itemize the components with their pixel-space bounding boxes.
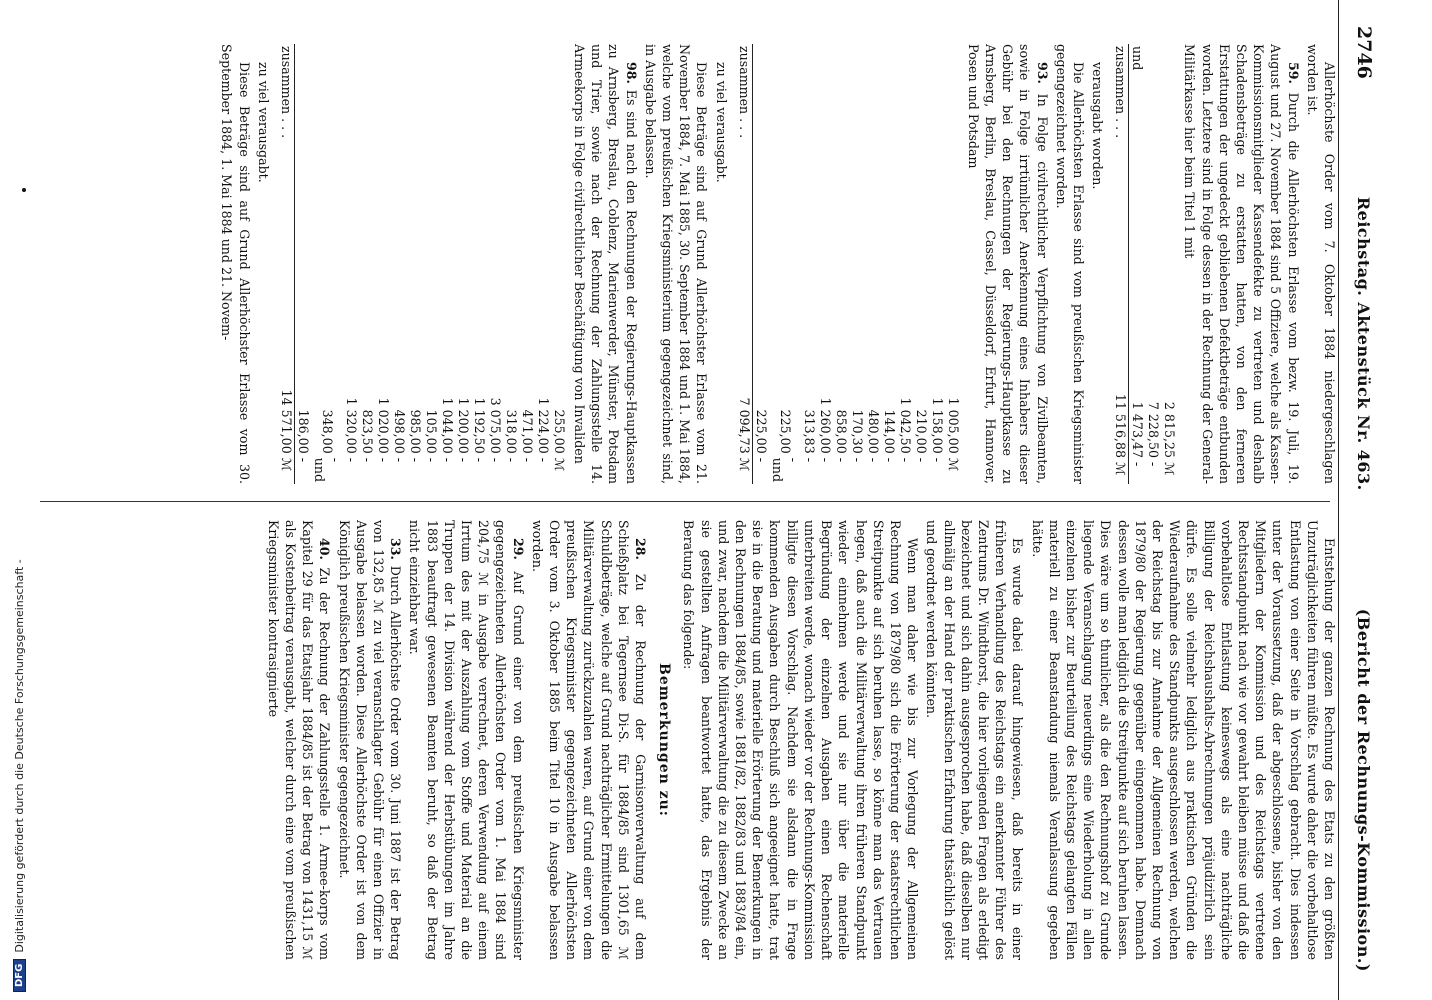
remark-number: 28. (633, 538, 649, 560)
remark-text: Es sind nach den Rechnungen der Regierungs-Hauptkassen zu Arnsberg, Breslau, Coblenz, Marienwerder, Münster, Potsdam und Trier, sowie nach der Rechnung der Zahlungsstelle 14. Armeekorps in Folge civilrechtlicher Beschäftigung von Invaliden (571, 44, 639, 484)
remark-text: Auf Grund einer von dem preußischen Kriegsminister gegengezeichneten Allerhöchsten Order vom 1. Mai 1884 sind 204,75 ℳ in Ausgabe verrechnet, deren Verwendung auf einem Irrtum des mit der Auszahlung vom Stoffe und Material an die Truppen der 14. Division während der Herbstübungen im Jahre 1883 beauftragt gewesenen Beamten beruht, so daß der Betrag nicht einziehbar war. (407, 520, 526, 960)
right-column (38, 44, 1338, 484)
amount-prefix (881, 44, 897, 342)
amount-unit: - (359, 457, 375, 462)
speck (22, 188, 26, 192)
amount-unit: - (1130, 462, 1146, 467)
amount-unit: - (849, 457, 865, 462)
amount-unit: ℳ (945, 457, 961, 472)
dfg-logo: DFG (13, 959, 26, 992)
amount-prefix (1161, 44, 1177, 346)
amount-prefix (913, 44, 929, 342)
remark-number: 29. (510, 538, 526, 560)
amount-prefix (294, 44, 311, 342)
paragraph: Diese Beträge sind auf Grund Allerhöchster Erlasse vom 21. November 1884, 7. Mai 1885, 30. September 1884 und 1. Mai 1884, welche vom preußischen Kriegsministerium gegengezeichnet sind, in Ausgabe belassen. (642, 44, 710, 484)
amount-row (833, 44, 849, 484)
amount-value: 858,00 (833, 409, 849, 454)
amount-value: 985,00 (407, 409, 423, 454)
amount-row (849, 44, 865, 484)
amount-prefix (535, 44, 551, 342)
amount-unit: - (391, 457, 407, 462)
amount-unit: - (897, 457, 913, 462)
amount-row (897, 44, 913, 484)
page-number: 2746 (1353, 26, 1375, 79)
total-unit: ℳ (736, 456, 753, 484)
amount-value: 1 320,00 (343, 397, 359, 454)
amount-prefix (455, 44, 471, 342)
amount-row (407, 44, 423, 484)
amount-value: 1 020,00 (375, 397, 391, 454)
amount-row (913, 44, 929, 484)
amount-prefix (471, 44, 487, 342)
amount-value: 348,00 (319, 409, 335, 454)
amount-prefix: und (1130, 46, 1146, 71)
amount-total-row (1112, 44, 1129, 484)
amount-prefix (519, 44, 535, 342)
amount-row (375, 44, 391, 484)
amount-row (1145, 44, 1161, 484)
remark (571, 44, 640, 484)
total-unit: ℳ (1112, 460, 1129, 484)
paragraph: Die Allerhöchsten Erlasse sind vom preußischen Kriegsminister gegengezeichnet worden. (1053, 44, 1086, 484)
amount-unit: - (343, 457, 359, 462)
remark-number: 40. (317, 538, 333, 560)
amount-row (439, 44, 455, 484)
amount-prefix (752, 44, 769, 342)
remark (529, 520, 649, 960)
amount-row (455, 44, 471, 484)
remark (335, 520, 404, 960)
total-value: 11 516,88 (1112, 346, 1129, 460)
total-unit: ℳ (278, 456, 295, 484)
amount-value: 498,00 (391, 409, 407, 454)
amount-prefix (503, 44, 519, 342)
amount-row (929, 44, 945, 484)
total-label: zusammen . . . (1112, 44, 1129, 346)
amount-value: 480,00 (865, 409, 881, 454)
amount-value: 1 473,47 (1130, 401, 1146, 458)
amount-value: 105,00 (423, 409, 439, 454)
amount-value: 313,83 (801, 409, 817, 454)
amount-unit: - (817, 457, 833, 462)
paragraph: Wenn man daher wie bis zur Vorlegung der Allgemeinen Rechnung von 1879/80 sich die Erörterung der staatsrechtlichen Streitpunkte auf sich beruhen lasse, so könne man das Vertrauen hegen, daß auch die Militärverwaltung ihren früheren Standpunkt wieder einnehmen werde und sie nur über die materielle Begründung der einzelnen Ausgaben einen Rechenschaft unterbreiten werde, wonach wieder vor der Rechnungs-Kommission billigte diesen Vorschlag. Nachdem sie alsdann die in Frage kommenden Ausgaben durch Beschluß sich angeeignet hatte, trat sie in die Beratung und materielle Erörterung der Bemerkungen in den Rechnungen 1884/85, sowie 1881/82, 1882/83 und 1883/84 ein, und zwar, nachdem die Militärverwaltung die zu diesem Zwecke an sie gestellten Anfragen beantwortet hatte, das Ergebnis der Beratung das folgende: (681, 520, 921, 960)
amount-prefix (375, 44, 391, 342)
amount-unit: - (929, 457, 945, 462)
amount-value: 225,00 (777, 409, 793, 454)
remark-number: 59. (1285, 62, 1301, 84)
amount-value: 1 260,00 (817, 397, 833, 454)
amount-table (278, 44, 567, 484)
amount-row (881, 44, 897, 484)
amount-value: 3 075,00 (487, 397, 503, 454)
amount-row (865, 44, 881, 484)
amount-prefix (897, 44, 913, 342)
amount-value: 1 044,00 (439, 397, 455, 454)
amount-row (311, 44, 343, 484)
amount-prefix (311, 44, 343, 342)
amount-row (519, 44, 535, 484)
header-rule (1338, 0, 1339, 1000)
amount-prefix (551, 44, 567, 342)
amount-unit: - (375, 457, 391, 462)
amount-row (359, 44, 375, 484)
amount-prefix (343, 44, 359, 342)
amount-unit: - (753, 457, 769, 462)
amount-row (471, 44, 487, 484)
amount-unit: - (833, 457, 849, 462)
remark (265, 520, 334, 960)
amount-value: 1 224,00 (535, 397, 551, 454)
amount-row (294, 44, 311, 484)
amount-row (1161, 44, 1177, 484)
remark-number: 33. (388, 538, 404, 560)
paragraph: Diese Beträge sind auf Grund Allerhöchster Erlasse vom 30. September 1884, 1. Mai 1884 und 21. Novem- (219, 44, 252, 484)
amount-unit: - (295, 457, 311, 462)
amount-total-row (736, 44, 753, 484)
remark (1181, 44, 1301, 484)
amount-prefix (945, 44, 961, 342)
amount-value: 225,00 (753, 409, 769, 454)
amount-value: 210,00 (913, 409, 929, 454)
amount-unit: - (471, 457, 487, 462)
digitization-credit (0, 0, 38, 1000)
amount-unit: - (407, 457, 423, 462)
page-header (1344, 26, 1384, 972)
amount-prefix (929, 44, 945, 342)
amount-value: 186,00 (295, 409, 311, 454)
amount-unit: - (423, 457, 439, 462)
amount-prefix (407, 44, 423, 342)
column-divider (40, 501, 1330, 502)
amount-row (551, 44, 567, 484)
running-title: Reichstag. Aktenstück Nr. 463. (1354, 196, 1374, 491)
amount-row (391, 44, 407, 484)
amount-row (487, 44, 503, 484)
amount-row (801, 44, 817, 484)
amount-unit: - (1146, 462, 1162, 467)
paragraph: verausgabt worden. (1090, 62, 1106, 190)
total-label: zusammen . . . (278, 44, 295, 342)
amount-table (1112, 44, 1177, 484)
amount-row (945, 44, 961, 484)
amount-prefix (865, 44, 881, 342)
amount-unit: - (519, 457, 535, 462)
amount-value: 2 815,25 (1162, 401, 1178, 458)
total-value: 14 571,00 (278, 342, 295, 456)
amount-value: 1 158,00 (929, 397, 945, 454)
amount-prefix (359, 44, 375, 342)
amount-value: 471,00 (519, 409, 535, 454)
amount-prefix (423, 44, 439, 342)
amount-unit: ℳ (551, 457, 567, 472)
amount-unit: - (487, 457, 503, 462)
digitization-credit-text: Digitalisierung gefördert durch die Deutsche Forschungsgemeinschaft - (12, 559, 26, 953)
amount-row (817, 44, 833, 484)
amount-table (736, 44, 961, 484)
amount-unit: - und (311, 457, 343, 483)
amount-prefix (769, 44, 801, 342)
section-heading: Bemerkungen zu: (656, 663, 673, 817)
paragraph: zu viel verausgabt. (255, 62, 271, 183)
amount-prefix (439, 44, 455, 342)
amount-unit: - (535, 457, 551, 462)
amount-unit: - (801, 457, 817, 462)
amount-total-row (278, 44, 295, 484)
amount-unit: - (881, 457, 897, 462)
amount-value: 823,50 (359, 409, 375, 454)
left-column (38, 520, 1338, 960)
paragraph: zu viel verausgabt. (713, 62, 729, 183)
amount-unit: - (865, 457, 881, 462)
amount-value: 255,00 (551, 409, 567, 454)
amount-row (769, 44, 801, 484)
amount-row (503, 44, 519, 484)
amount-unit: - (503, 457, 519, 462)
running-subtitle: (Bericht der Rechnungs-Kommission.) (1354, 608, 1374, 972)
amount-row (752, 44, 769, 484)
amount-value: 1 005,00 (945, 397, 961, 454)
amount-prefix (833, 44, 849, 342)
amount-value: 1 192,50 (471, 397, 487, 454)
remark-text: Zu der Rechnung der Garnisonverwaltung auf dem Schießplatz bei Tegernsee Di-S. für 1884/85 sind 1301,65 ℳ Schuldbeträge, welche auf Grund nachträglicher Ermittelungen die Militärverwaltung zurückzuzahlen waren, auf Grund einer von dem preußischen Kriegsminister gegengezeichneten Allerhöchsten Order vom 3. Oktober 1885 beim Titel 10 in Ausgabe belassen worden. (529, 520, 649, 960)
amount-value: 1 042,50 (897, 397, 913, 454)
remark-text: Durch Allerhöchste Order vom 30. Juni 1887 ist der Betrag von 132,85 ℳ zu viel veranschlagter Gebühr für einen Offizier in Ausgabe belassen worden. Diese Allerhöchste Order ist von dem Königlich preußischen Kriegsminister gegengezeichnet. (336, 520, 404, 960)
amount-unit: - (439, 457, 455, 462)
amount-prefix (1145, 44, 1161, 346)
amount-prefix (817, 44, 833, 342)
remark (406, 520, 526, 960)
amount-row (343, 44, 359, 484)
total-label: zusammen . . . (736, 44, 753, 342)
amount-unit: - und (769, 457, 801, 483)
amount-unit: - (455, 457, 471, 462)
paragraph: Es wurde dabei darauf hingewiesen, daß bereits in einer früheren Verhandlung des Reichstags ein anerkannter Führer des Zentrums Dr. Windthorst, die hier vorliegenden Fragen als erledigt bezeichnet und sich dahin ausgesprochen habe, daß dieselben nur allmälig an der Hand der praktischen Erfahrung thatsächlich gelöst und geordnet werden könnten. (924, 520, 1026, 960)
amount-value: 1 200,00 (455, 397, 471, 454)
amount-value: 7 228,50 (1146, 401, 1162, 458)
remark-text: Zu der Rechnung der Zahlungsstelle 1. Armee-korps vom Kapitel 29 für das Etatsjahr 1884/85 ist der Betrag von 1431,15 ℳ als Kostenbeitrag verausgabt, welcher durch eine vom preußischen Kriegsminister kontrasignierte (265, 520, 333, 960)
total-value: 7 094,73 (736, 342, 753, 456)
paragraph: Entstehung der ganzen Rechnung des Etats zu den größten Unzuträglichkeiten führen müßte. Es wurde daher die vorbehaltlose Entlastung von einer Seite in Vorschlag gebracht. Dies indessen unter der Voraussetzung, daß der abgeschlossene, bisher von den Mitgliedern der Kommission und des Reichstags vertretene Rechtsstandpunkt nach wie vor gewahrt bleiben müsse und daß die vorbehaltlose Entlastung keineswegs als eine nachträgliche Billigung der Reichshaushalts-Abrechnungen präjudizirlich sein dürfe. Es solle vielmehr lediglich aus praktischen Gründen die Wiederaufnahme des Standpunkts ausgeschlossen werden, welchen der Reichstag bis zur Annahme der Allgemeinen Rechnung von 1879/80 der Regierung gegenüber eingenommen habe. Demnach dessen wolle man lediglich die Streitpunkte auf sich beruhen lassen. Dies wäre um so thunlicher, als die den Rechnungshof zu Grunde liegende Veranschlagung neuerdings eine Wiederholung in allen einzelnen bisher zur Beurteilung des Reichstags gelangten Fällen materiell zu einer Beanstandung niemals Veranlassung gegeben hätte. (1029, 520, 1337, 960)
remark (965, 44, 1051, 484)
amount-row (535, 44, 551, 484)
remark-text: In Folge civilrechtlicher Verpflichtung von Zivilbeamten, sowie in Folge irrtümlicher Anerkennung eines Inhabers dieser Gebühr bei den Rechnungen der Regierungs-Hauptkasse zu Arnsberg, Berlin, Breslau, Cassel, Düsseldorf, Erfurt, Hannover, Posen und Potsdam (965, 44, 1050, 484)
paragraph: Allerhöchste Order vom 7. Oktober 1884 niedergeschlagen worden ist. (1304, 44, 1337, 484)
amount-value: 170,30 (849, 409, 865, 454)
amount-unit: - (913, 457, 929, 462)
remark-text: Durch die Allerhöchsten Erlasse vom bezw. 19. Juli, 19. August und 27. November 1884 sind 5 Offiziere, welche als Kassen-Kommissionsmitglieder Kassendefekte zu vertreten und deshalb Schadensbeträge zu erstatten hatten, von den ferneren Erstattungen der ungedeckt gebliebenen Defektbeträge entbunden worden. Letztere sind in Folge dessen in der Rechnung der General-Militärkasse hier beim Titel 1 mit (1182, 44, 1301, 484)
amount-value: 144,00 (881, 409, 897, 454)
amount-prefix (487, 44, 503, 342)
amount-row (423, 44, 439, 484)
amount-prefix (801, 44, 817, 342)
amount-row (1129, 44, 1146, 484)
amount-prefix (391, 44, 407, 342)
amount-prefix (849, 44, 865, 342)
remark-number: 98. (623, 62, 639, 84)
amount-value: 318,00 (503, 409, 519, 454)
remark-number: 93. (1034, 62, 1050, 84)
amount-unit: ℳ (1162, 462, 1178, 476)
